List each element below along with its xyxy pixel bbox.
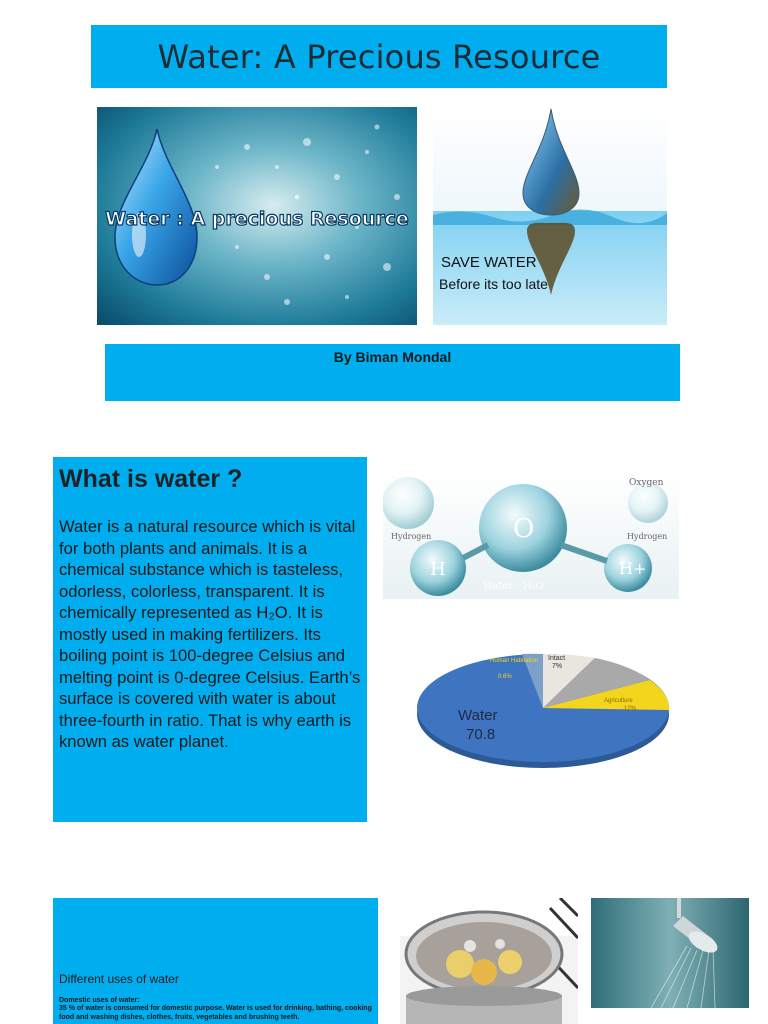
uses-of-water-panel (53, 898, 378, 1024)
save-water-line2: Before its too late (439, 276, 548, 292)
hero-water-drop-image (97, 107, 417, 325)
boiling-pot-illustration (400, 898, 578, 1024)
water-pie-chart (410, 638, 680, 776)
uses-title: Different uses of water (59, 972, 179, 986)
uses-text: 35 % of water is consumed for domestic purpose. Water is used for drinking, bathing, cooking food and washing dishes, clothes, fruits, vegetables and brushing teeth. (59, 1005, 372, 1021)
shower-illustration (591, 898, 749, 1008)
save-water-line1: SAVE WATER (441, 254, 537, 271)
uses-subtitle: Domestic uses of water: (59, 997, 140, 1004)
pie-value-intact: 7% (552, 663, 563, 670)
water-molecule-image (383, 473, 679, 599)
pie-chart-svg (410, 638, 680, 776)
hydrogen-left-symbol: H (430, 559, 446, 580)
pie-value-human: 0.6% (498, 674, 512, 680)
shower-image (591, 898, 749, 1008)
boiling-pot-image (400, 898, 578, 1024)
pie-label-human: Human Habitation (490, 658, 539, 664)
what-is-water-body: Water is a natural resource which is vital for both plants and animals. It is a chemical substance which is tasteless, odorless, colorless, transparent. It is chemically represented as H₂O. It is mostly used in making fertilizers. Its boiling point is 100-degree Celsius and melting point is 0-degree Celsius. Earth’s surface is covered with water is about three-fourth in ratio. That is why earth is known as water planet. (59, 517, 361, 751)
water-molecule-illustration (383, 473, 679, 599)
hydrogen-right-symbol: H+ (619, 559, 647, 578)
pie-label-intact: Intact (548, 655, 566, 662)
hero-overlay-text: Water : A precious Resource (105, 208, 409, 230)
pie-value-agriculture: 12% (624, 706, 637, 712)
water-drop-illustration (97, 107, 417, 325)
what-is-water-heading: What is water ? (59, 465, 243, 493)
page-title: Water: A Precious Resource (157, 37, 601, 76)
pie-label-water: Water (458, 707, 498, 724)
author-name: By Biman Mondal (333, 349, 452, 365)
author-banner (105, 344, 680, 401)
hydrogen-left-label: Hydrogen (391, 532, 432, 541)
molecule-caption: Water - H₂O (483, 581, 544, 592)
oxygen-symbol: O (513, 514, 535, 544)
what-is-water-panel (53, 457, 367, 822)
oxygen-label: Oxygen (629, 478, 664, 488)
title-banner (91, 25, 667, 88)
pie-value-water: 70.8 (466, 726, 496, 743)
save-water-image (433, 107, 667, 325)
pie-label-agriculture: Agriculture (604, 698, 633, 704)
hydrogen-right-label: Hydrogen (627, 532, 668, 541)
save-water-illustration (433, 107, 667, 325)
